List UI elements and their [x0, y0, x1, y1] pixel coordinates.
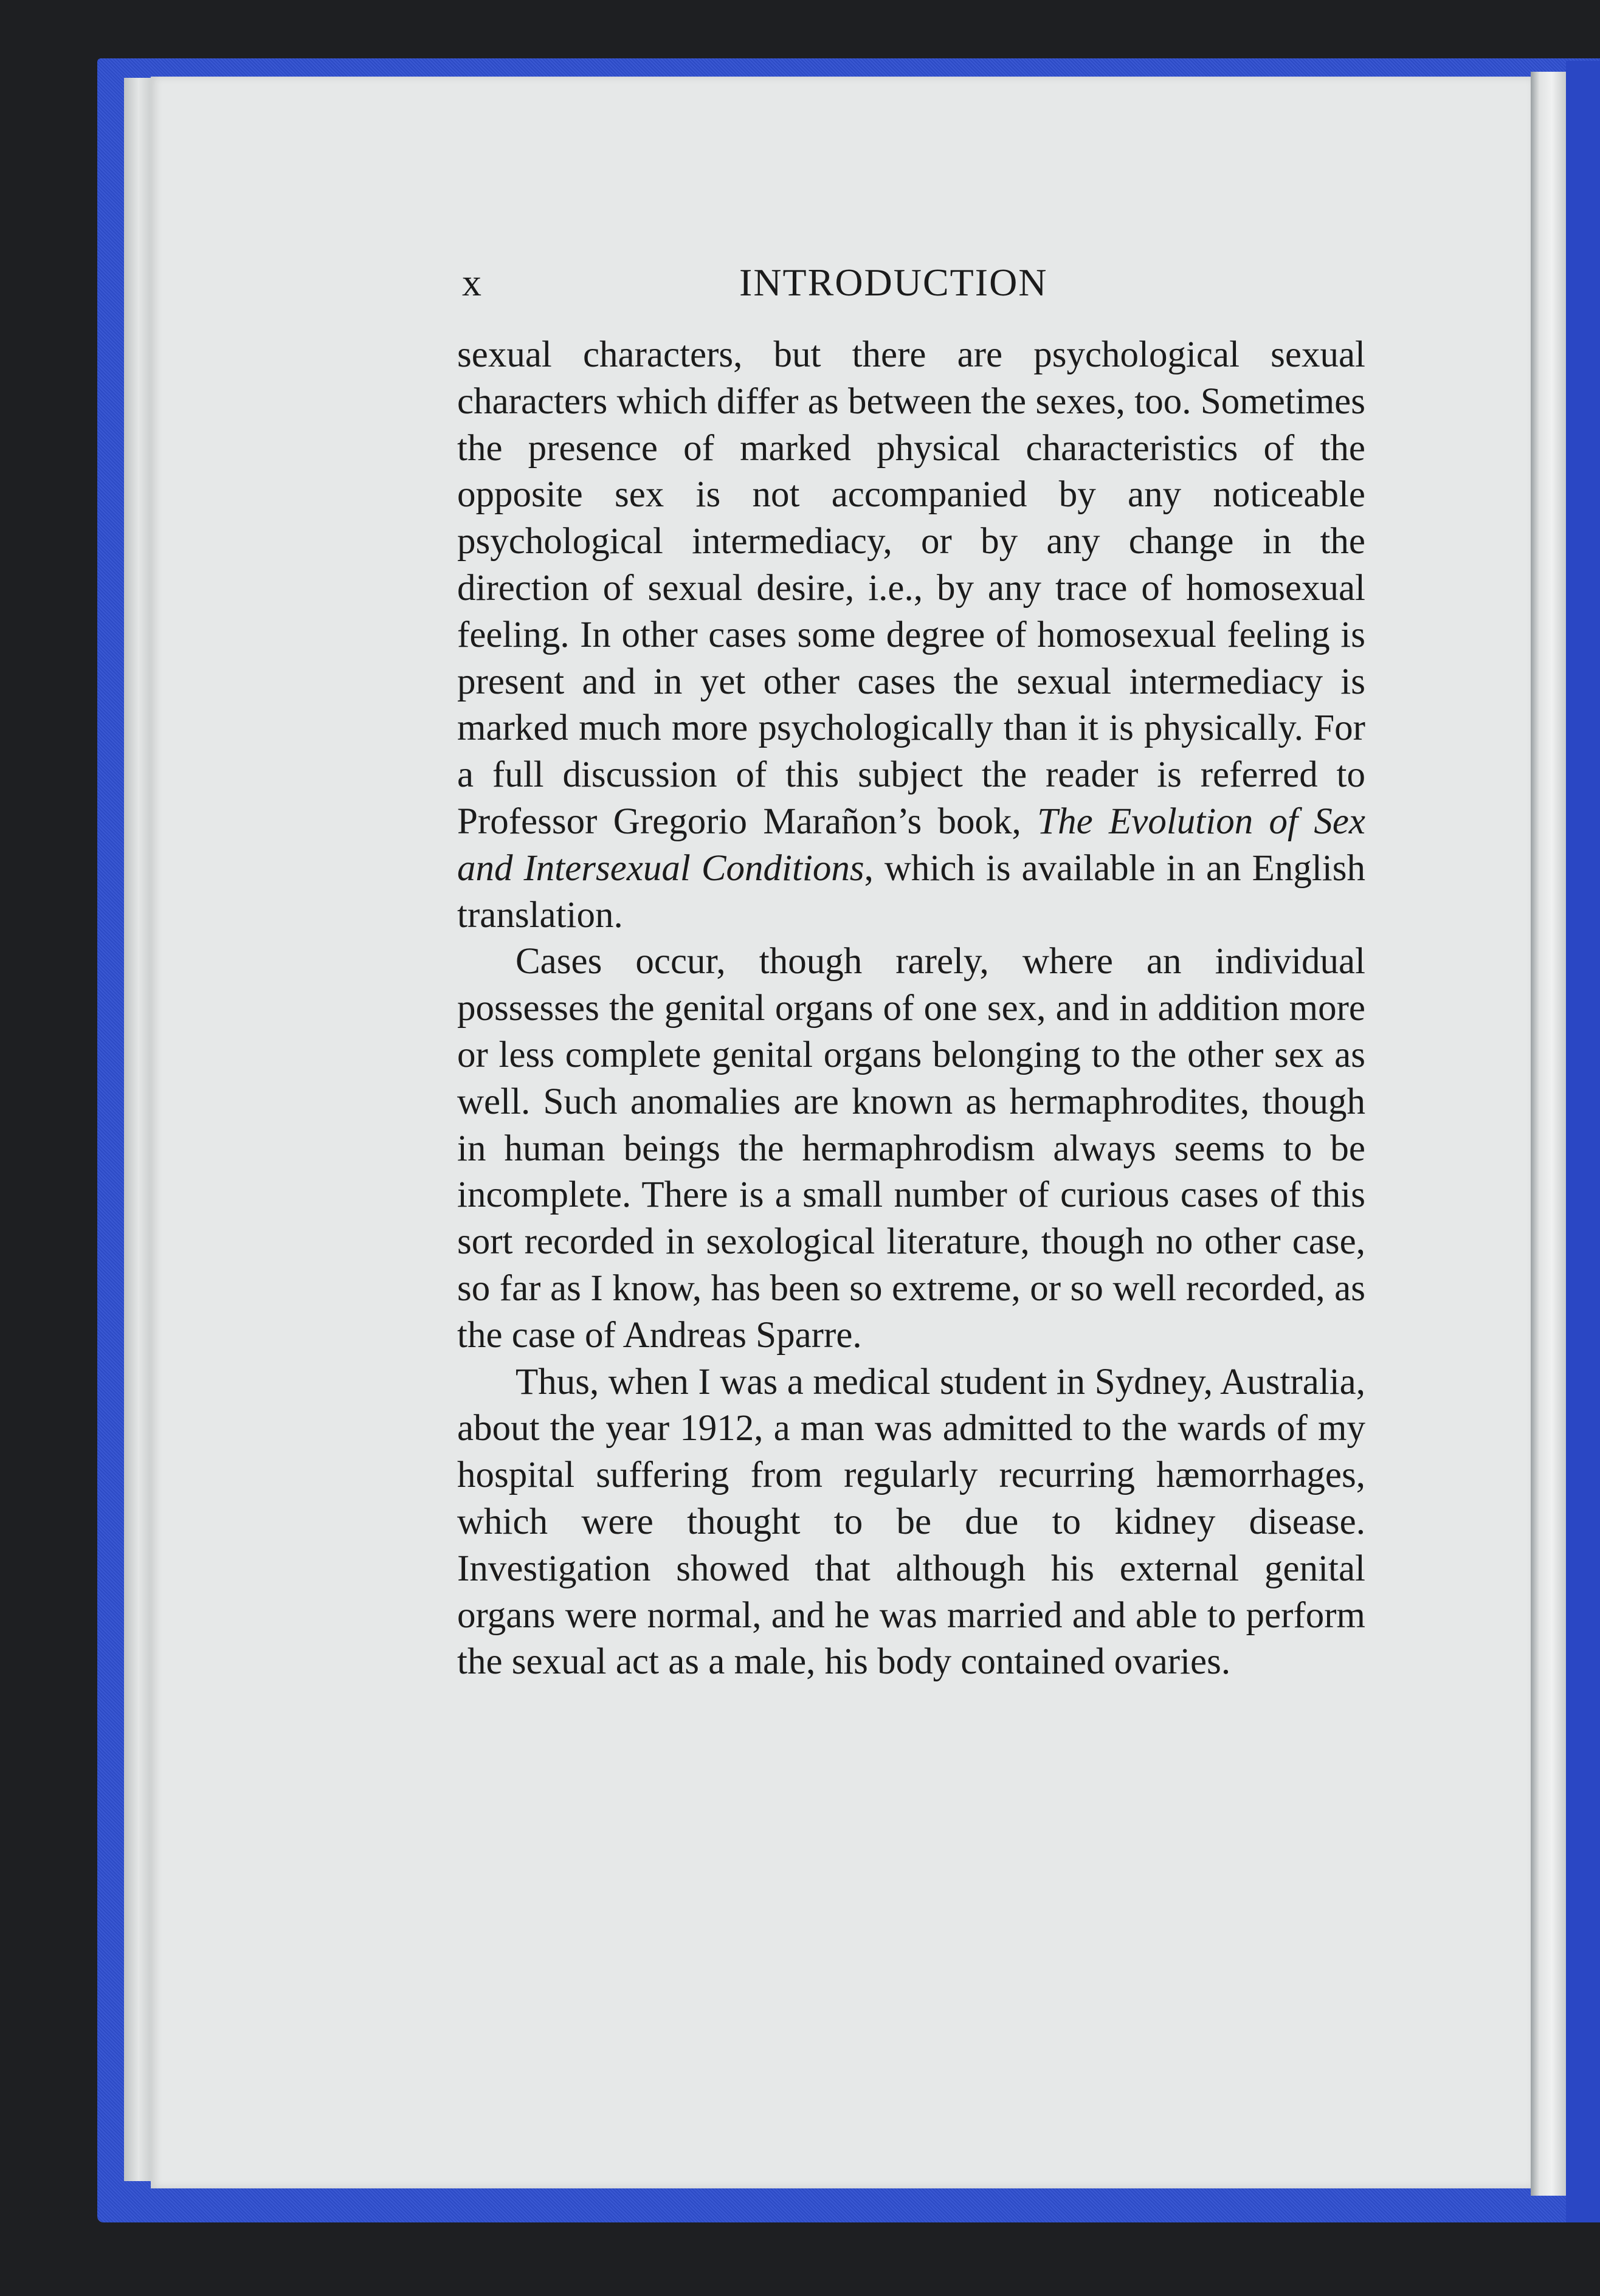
paragraph-1-tail: , which is available in an English translation.	[457, 847, 1365, 936]
body-text	[457, 332, 1365, 1686]
page-edges-right	[1531, 72, 1566, 2196]
paragraph-3: Thus, when I was a medical student in Sydney, Australia, about the year 1912, a man was admitted to the wards of my hospital suffering from regularly recurring hæmorrhages, which were thought to be due to kidney disease. Investigation showed that although his external genital organs were normal, and he was married and able to perform the sexual act as a male, his body contained ovaries.	[457, 1361, 1365, 1683]
chapter-title: INTRODUCTION	[739, 261, 1048, 304]
book-title-italic: The Evolution of Sex and Intersexual Conditions	[457, 801, 1365, 889]
book-cover-right	[1566, 61, 1600, 2222]
running-head	[462, 260, 1097, 309]
paragraph-1-text: sexual characters, but there are psychological sexual characters which differ as between the sexes, too. Sometimes the presence of marked physical characteristics of the opposite sex is not accompanied by any noticeable psychological intermediacy, or by any change in the direction of sexual desire, i.e., by any trace of homosexual feeling. In other cases some degree of homosexual feeling is present and in yet other cases the sexual intermediacy is marked much more psychologically than it is physically. For a full discussion of this subject the reader is referred to Professor Gregorio Marañon’s book,	[457, 334, 1365, 842]
page-number: x	[462, 261, 483, 304]
paragraph-2: Cases occur, though rarely, where an individual possesses the genital organs of one sex, and in addition more or less complete genital organs belonging to the other sex as well. Such anomalies are known as hermaphrodites, though in human beings the hermaphrodism always seems to be incomplete. There is a small number of curious cases of this sort recorded in sexological literature, though no other case, so far as I know, has been so extreme, or so well recorded, as the case of Andreas Sparre.	[457, 941, 1365, 1356]
paragraph-1	[457, 332, 1365, 939]
